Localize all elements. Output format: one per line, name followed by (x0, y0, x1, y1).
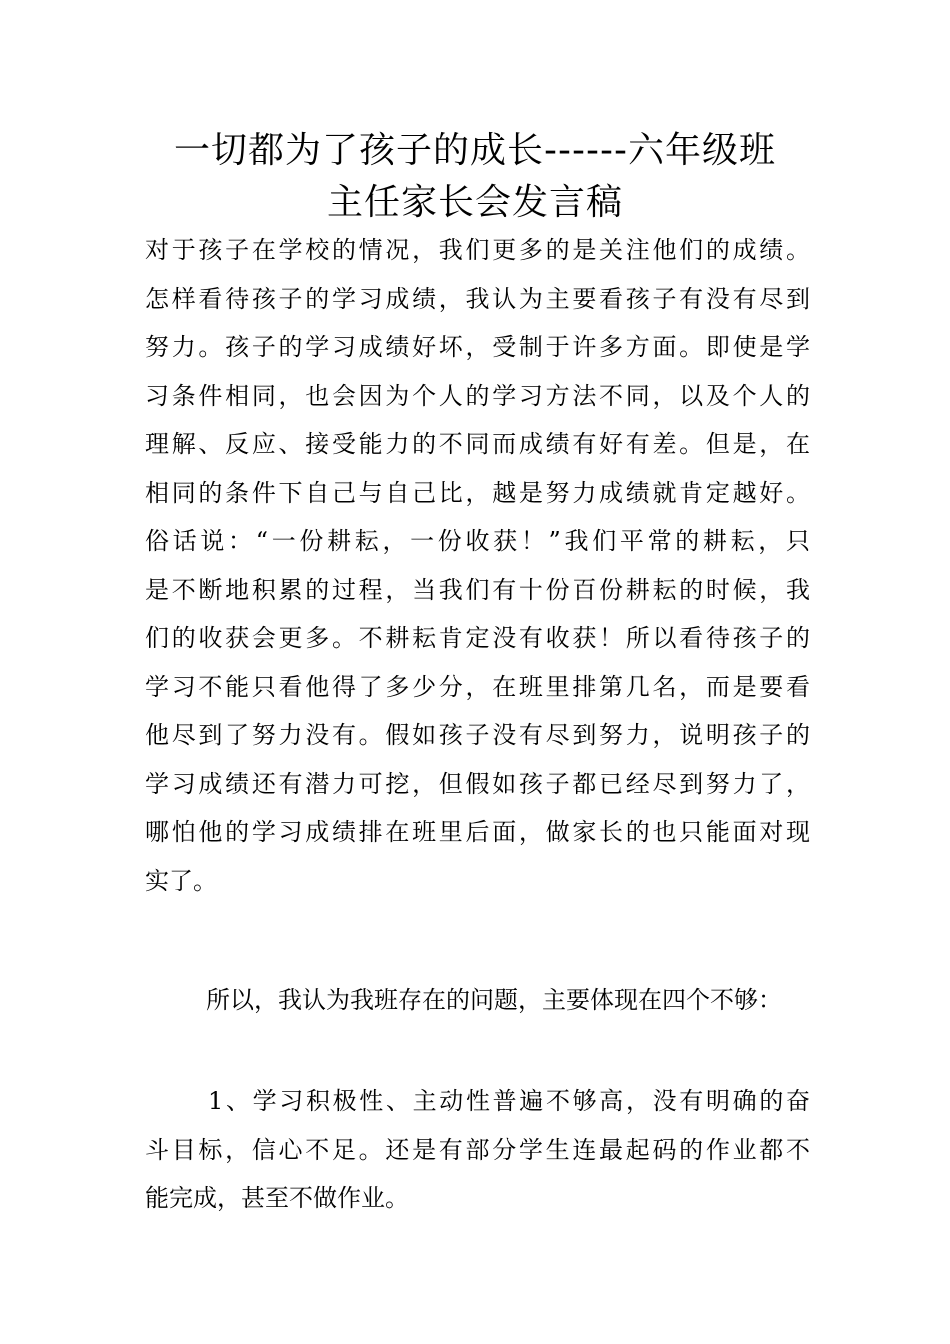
text-line: 们的收获会更多。不耕耘肯定没有收获！所以看待孩子的 (145, 624, 810, 652)
text-line: 学习不能只看他得了多少分，在班里排第几名，而是要看 (145, 672, 810, 701)
title-line-1: 一切都为了孩子的成长------六年级班 (174, 130, 776, 171)
text-line: 哪怕他的学习成绩排在班里后面，做家长的也只能面对现 (145, 818, 810, 846)
text-line: 1、学习积极性、主动性普遍不够高，没有明确的奋 (208, 1087, 810, 1115)
text-line: 俗话说：“一份耕耘，一份收获！”我们平常的耕耘，只 (145, 527, 810, 555)
text-line: 习条件相同，也会因为个人的学习方法不同，以及个人的 (145, 381, 810, 410)
text-line: 努力。孩子的学习成绩好坏，受制于许多方面。即使是学 (145, 333, 810, 361)
text-line: 怎样看待孩子的学习成绩，我认为主要看孩子有没有尽到 (145, 284, 810, 313)
text-line: 相同的条件下自己与自己比，越是努力成绩就肯定越好。 (145, 478, 810, 507)
text-line: 能完成，甚至不做作业。 (145, 1184, 409, 1212)
text-line: 斗目标，信心不足。还是有部分学生连最起码的作业都不 (145, 1135, 810, 1164)
text-line: 理解、反应、接受能力的不同而成绩有好有差。但是，在 (145, 430, 810, 458)
text-line: 实了。 (145, 866, 217, 895)
text-line: 学习成绩还有潜力可挖，但假如孩子都已经尽到努力了， (145, 769, 810, 798)
text-line: 是不断地积累的过程，当我们有十份百份耕耘的时候，我 (145, 575, 810, 604)
text-line: 他尽到了努力没有。假如孩子没有尽到努力，说明孩子的 (145, 721, 810, 749)
document-title (140, 125, 810, 229)
paragraph-2 (206, 976, 810, 1025)
title-line-2: 主任家长会发言稿 (326, 182, 623, 223)
text-line: 对于孩子在学校的情况，我们更多的是关注他们的成绩。 (145, 236, 810, 264)
paragraph-3 (145, 1077, 810, 1223)
paragraph-1 (145, 226, 810, 905)
text-line: 所以，我认为我班存在的问题，主要体现在四个不够： (206, 986, 782, 1014)
